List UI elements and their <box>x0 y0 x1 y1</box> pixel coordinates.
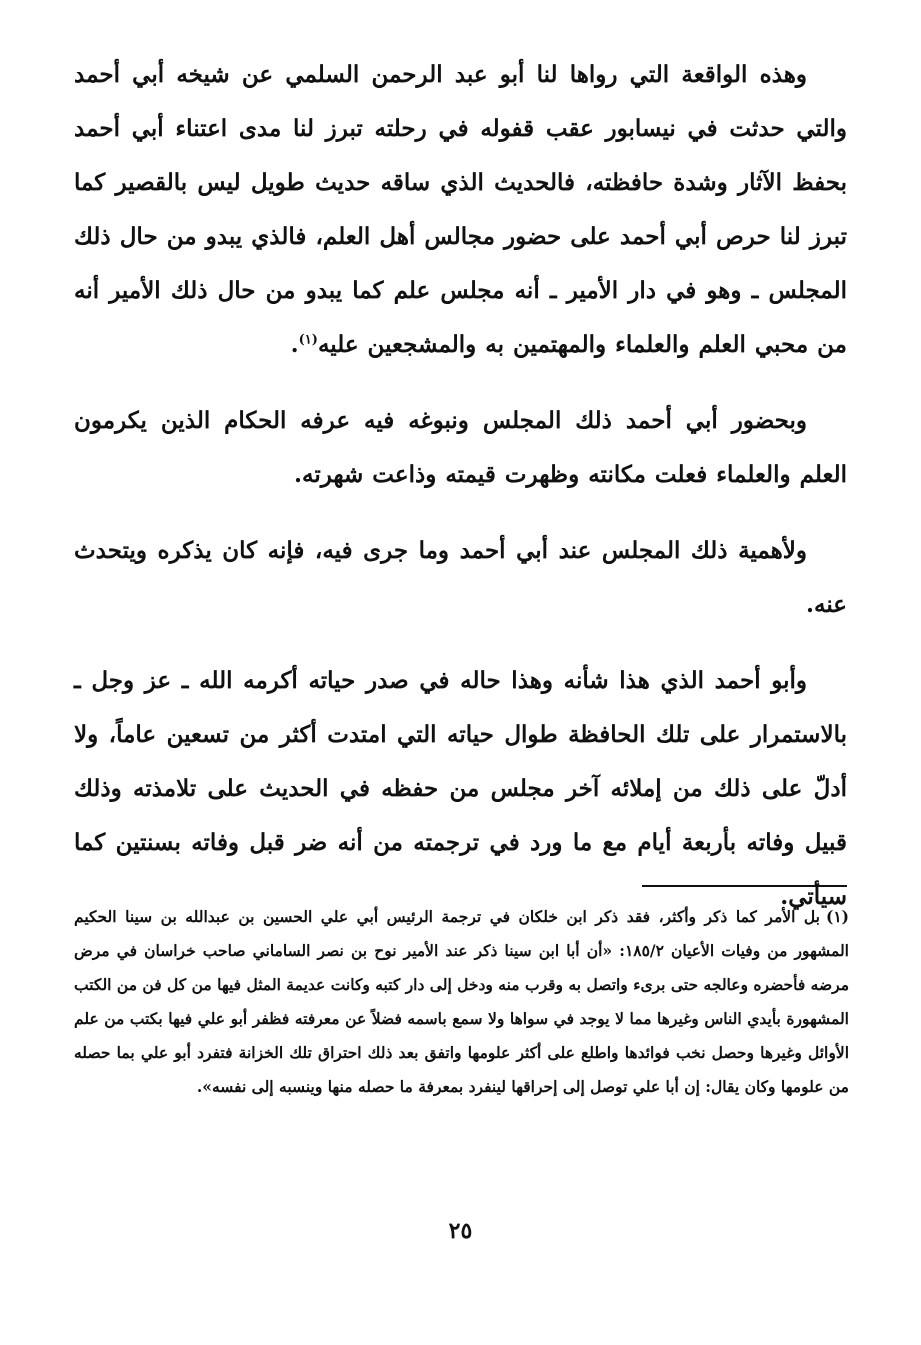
footnote-mark: (١) <box>825 907 849 926</box>
paragraph-4-text: وأبو أحمد الذي هذا شأنه وهذا حاله في صدر حياته أكرمه الله ـ عز وجل ـ بالاستمرار على تلك الحافظة طوال حياته التي امتدت أكثر من تسعين عاماً، ولا أدلّ على ذلك من إملائه آخر مجلس من حفظه في الحديث على تلامذته وذلك قبيل وفاته بأربعة أيام مع ما ورد في ترجمته من أنه ضر قبل وفاته بسنتين كما سيأتي. <box>74 667 847 910</box>
paragraph-3 <box>74 524 847 632</box>
paragraph-2 <box>74 394 847 502</box>
main-text <box>74 48 847 946</box>
paragraph-1-tail: . <box>290 331 299 358</box>
paragraph-1 <box>74 48 847 372</box>
footnote-1 <box>74 900 849 1104</box>
footnote-divider <box>642 885 847 887</box>
footnote-reference: (١) <box>298 332 318 348</box>
footnote-text: بل الأمر كما ذكر وأكثر، فقد ذكر ابن خلكان في ترجمة الرئيس أبي علي الحسين بن عبدالله بن سينا الحكيم المشهور من وفيات الأعيان ١٨٥/٢: «أن أبا ابن سينا ذكر عند الأمير نوح بن نصر الساماني صاحب خراسان في مرض مرضه فأحضره وعالجه حتى برىء واتصل به وقرب منه ودخل إلى دار كتبه وكانت عديمة المثل فيها من كل فن من الكتب المشهورة بأيدي الناس وغيرها مما لا يوجد في سواها ولا سمع باسمه فضلاً عن معرفته فظفر أبو علي فيها بكتب من علم الأوائل وغيرها وحصل نخب فوائدها واطلع على أكثر علومها واتفق بعد ذلك احتراق تلك الخزانة فتفرد أبو علي بما حصله من علومها وكان يقال: إن أبا علي توصل إلى إحراقها لينفرد بمعرفة ما حصله منها وينسبه إلى نفسه». <box>74 907 849 1096</box>
footnotes-section <box>74 900 849 1104</box>
paragraph-3-text: ولأهمية ذلك المجلس عند أبي أحمد وما جرى فيه، فإنه كان يذكره ويتحدث عنه. <box>74 537 847 618</box>
paragraph-1-text: وهذه الواقعة التي رواها لنا أبو عبد الرحمن السلمي عن شيخه أبي أحمد والتي حدثت في نيسابور عقب قفوله في رحلته تبرز لنا مدى اعتناء أبي أحمد بحفظ الآثار وشدة حافظته، فالحديث الذي ساقه حديث طويل ليس بالقصير كما تبرز لنا حرص أبي أحمد على حضور مجالس أهل العلم، فالذي يبدو من حال ذلك المجلس ـ وهو في دار الأمير ـ أنه مجلس علم كما يبدو من حال ذلك الأمير أنه من محبي العلم والعلماء والمهتمين به والمشجعين عليه <box>74 61 847 358</box>
page-number: ٢٥ <box>448 1218 473 1244</box>
paragraph-4 <box>74 654 847 924</box>
paragraph-2-text: وبحضور أبي أحمد ذلك المجلس ونبوغه فيه عرفه الحكام الذين يكرمون العلم والعلماء فعلت مكانته وظهرت قيمته وذاعت شهرته. <box>74 407 847 488</box>
